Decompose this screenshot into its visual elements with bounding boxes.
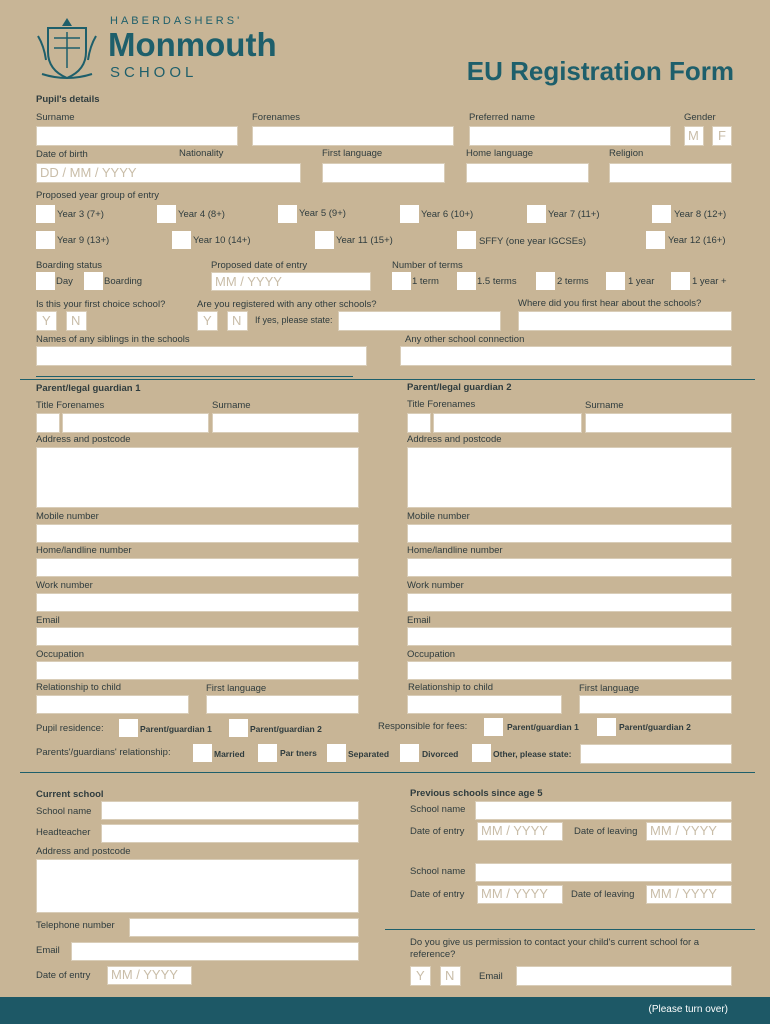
permission-y-text: Y	[416, 968, 425, 983]
section-divider	[20, 379, 755, 380]
year-9-label: Year 9 (13+)	[57, 235, 110, 246]
siblings-label: Names of any siblings in the schools	[36, 334, 190, 345]
cs-date-of-entry-label: Date of entry	[36, 970, 91, 981]
year-7-label: Year 7 (11+)	[548, 209, 600, 220]
year-9-checkbox[interactable]	[36, 231, 55, 249]
residence-pg1-checkbox[interactable]	[119, 719, 138, 737]
footer-bar	[0, 997, 770, 1024]
year-11-label: Year 11 (15+)	[336, 235, 393, 246]
ps2-school-name-field[interactable]	[475, 863, 732, 882]
g1-work-field[interactable]	[36, 593, 359, 612]
responsible-fees-label: Responsible for fees:	[378, 721, 468, 732]
gender-label: Gender	[684, 112, 716, 123]
ps-email-field[interactable]	[516, 966, 732, 986]
home-language-field[interactable]	[466, 163, 589, 183]
year-5-checkbox[interactable]	[278, 205, 297, 223]
religion-label: Religion	[609, 148, 644, 159]
year-8-label: Year 8 (12+)	[674, 209, 727, 220]
preferred-name-field[interactable]	[469, 126, 671, 146]
g1-work-label: Work number	[36, 580, 93, 591]
nationality-label: Nationality	[179, 148, 224, 159]
ps2-date-of-leaving-placeholder: MM / YYYY	[650, 886, 717, 901]
year-11-checkbox[interactable]	[315, 231, 334, 249]
divorced-label: Divorced	[422, 749, 459, 759]
logo-school: SCHOOL	[110, 64, 198, 81]
ps1-date-of-entry-field[interactable]	[477, 822, 563, 841]
day-checkbox[interactable]	[36, 272, 55, 290]
section-divider-2	[20, 772, 755, 773]
fees-pg1-label: Parent/guardian 1	[507, 722, 579, 732]
year-10-label: Year 10 (14+)	[193, 235, 251, 246]
proposed-date-label: Proposed date of entry	[211, 260, 308, 271]
first-language-label: First language	[322, 148, 383, 159]
g2-forenames-field[interactable]	[433, 413, 582, 433]
relationship-status-label: Parents'/guardians' relationship:	[36, 747, 171, 758]
g1-address-field[interactable]	[36, 447, 359, 508]
term-1-year-label: 1 year	[628, 276, 655, 287]
logo-haberdashers: HABERDASHERS'	[110, 15, 243, 27]
ps1-date-of-leaving-field[interactable]	[646, 822, 732, 841]
day-label: Day	[56, 276, 73, 287]
term-1-year-plus-checkbox[interactable]	[671, 272, 690, 290]
year-group-label: Proposed year group of entry	[36, 190, 160, 201]
other-schools-y-text: Y	[203, 313, 212, 328]
ps1-date-of-entry-placeholder: MM / YYYY	[481, 823, 548, 838]
please-turn-over: (Please turn over)	[648, 1004, 728, 1015]
g2-relationship-field[interactable]	[407, 695, 562, 714]
year-12-checkbox[interactable]	[646, 231, 665, 249]
gender-f-text: F	[718, 128, 726, 143]
term-1-year-checkbox[interactable]	[606, 272, 625, 290]
ps2-date-of-entry-label: Date of entry	[410, 889, 465, 900]
married-checkbox[interactable]	[193, 744, 212, 762]
g2-title-field[interactable]	[407, 413, 431, 433]
logo-monmouth: Monmouth	[108, 26, 277, 63]
dob-field[interactable]	[36, 163, 301, 183]
hear-about-field[interactable]	[518, 311, 732, 331]
telephone-label: Telephone number	[36, 920, 115, 931]
g2-work-field[interactable]	[407, 593, 732, 612]
g2-address-field[interactable]	[407, 447, 732, 508]
g1-occupation-label: Occupation	[36, 649, 85, 660]
religion-field[interactable]	[609, 163, 732, 183]
fees-pg2-label: Parent/guardian 2	[619, 722, 691, 732]
other-connection-field[interactable]	[400, 346, 732, 366]
school-crest-icon	[34, 16, 100, 82]
g1-occupation-field[interactable]	[36, 661, 359, 680]
pupil-section-heading: Pupil's details	[36, 94, 100, 105]
other-schools-field[interactable]	[338, 311, 501, 331]
g1-surname-field[interactable]	[212, 413, 359, 433]
sffy-checkbox[interactable]	[457, 231, 476, 249]
g1-address-label: Address and postcode	[36, 434, 131, 445]
term-1-5-checkbox[interactable]	[457, 272, 476, 290]
cs-address-field[interactable]	[36, 859, 359, 913]
cs-school-name-field[interactable]	[101, 801, 359, 820]
ps2-date-of-leaving-label: Date of leaving	[571, 889, 635, 900]
ps2-date-of-entry-placeholder: MM / YYYY	[481, 886, 548, 901]
first-choice-y[interactable]	[36, 311, 57, 331]
g2-occupation-field[interactable]	[407, 661, 732, 680]
other-checkbox[interactable]	[472, 744, 491, 762]
residence-pg1-label: Parent/guardian 1	[140, 724, 212, 734]
year-7-checkbox[interactable]	[527, 205, 546, 223]
g2-first-language-field[interactable]	[579, 695, 732, 714]
g1-email-label: Email	[36, 615, 60, 626]
term-2-label: 2 terms	[557, 276, 589, 287]
number-of-terms-label: Number of terms	[392, 260, 463, 271]
first-choice-n[interactable]	[66, 311, 87, 331]
g1-title-forenames-label: Title Forenames	[36, 400, 105, 411]
g2-title-forenames-label: Title Forenames	[407, 399, 476, 410]
boarding-status-label: Boarding status	[36, 260, 103, 271]
year-3-label: Year 3 (7+)	[57, 209, 104, 220]
year-3-checkbox[interactable]	[36, 205, 55, 223]
year-10-checkbox[interactable]	[172, 231, 191, 249]
g1-email-field[interactable]	[36, 627, 359, 646]
g2-home-field[interactable]	[407, 558, 732, 577]
g2-address-label: Address and postcode	[407, 434, 502, 445]
g2-email-label: Email	[407, 615, 431, 626]
proposed-date-field[interactable]	[211, 272, 371, 291]
year-12-label: Year 12 (16+)	[668, 235, 726, 246]
pupil-residence-label: Pupil residence:	[36, 723, 104, 734]
telephone-field[interactable]	[129, 918, 359, 937]
cs-address-label: Address and postcode	[36, 846, 131, 857]
preferred-name-label: Preferred name	[469, 112, 536, 123]
term-1-label: 1 term	[412, 276, 439, 287]
gender-m-text: M	[688, 128, 699, 143]
siblings-field[interactable]	[36, 346, 367, 366]
separated-checkbox[interactable]	[327, 744, 346, 762]
separated-label: Separated	[348, 749, 390, 759]
g1-mobile-label: Mobile number	[36, 511, 99, 522]
g2-work-label: Work number	[407, 580, 464, 591]
g2-relationship-label: Relationship to child	[408, 682, 494, 693]
divorced-checkbox[interactable]	[400, 744, 419, 762]
permission-y[interactable]	[410, 966, 431, 986]
year-6-label: Year 6 (10+)	[421, 209, 474, 220]
term-2-checkbox[interactable]	[536, 272, 555, 290]
headteacher-label: Headteacher	[36, 827, 91, 838]
other-label: Other, please state:	[493, 749, 572, 759]
other-relationship-field[interactable]	[580, 744, 732, 764]
dob-label: Date of birth	[36, 149, 88, 160]
term-1-checkbox[interactable]	[392, 272, 411, 290]
form-title: EU Registration Form	[466, 56, 734, 86]
cs-date-of-entry-field[interactable]	[107, 966, 192, 985]
year-6-checkbox[interactable]	[400, 205, 419, 223]
term-1-year-plus-label: 1 year +	[692, 276, 727, 287]
gender-m-box[interactable]	[684, 126, 704, 146]
permission-label: Do you give us permission to contact your child's current school for a reference?	[410, 937, 700, 960]
g1-mobile-field[interactable]	[36, 524, 359, 543]
surname-field[interactable]	[36, 126, 238, 146]
proposed-date-placeholder: MM / YYYY	[215, 274, 282, 289]
ps-email-label: Email	[479, 971, 503, 982]
ps1-date-of-leaving-label: Date of leaving	[574, 826, 638, 837]
forenames-label: Forenames	[252, 112, 301, 123]
partners-checkbox[interactable]	[258, 744, 277, 762]
surname-label: Surname	[36, 112, 75, 123]
first-language-field[interactable]	[322, 163, 445, 183]
g1-home-field[interactable]	[36, 558, 359, 577]
fees-pg2-checkbox[interactable]	[597, 718, 616, 736]
residence-pg2-label: Parent/guardian 2	[250, 724, 322, 734]
g2-surname-label: Surname	[585, 400, 624, 411]
g2-email-field[interactable]	[407, 627, 732, 646]
forenames-field[interactable]	[252, 126, 454, 146]
married-label: Married	[214, 749, 245, 759]
first-choice-label: Is this your first choice school?	[36, 299, 166, 310]
ps1-school-name-field[interactable]	[475, 801, 732, 820]
if-yes-label: If yes, please state:	[255, 315, 333, 325]
ps1-date-of-entry-label: Date of entry	[410, 826, 465, 837]
g1-first-language-field[interactable]	[206, 695, 359, 714]
boarding-label: Boarding	[104, 276, 143, 287]
g1-surname-label: Surname	[212, 400, 251, 411]
g2-surname-field[interactable]	[585, 413, 732, 433]
first-choice-n-text: N	[71, 313, 81, 328]
gender-f-box[interactable]	[712, 126, 732, 146]
year-4-label: Year 4 (8+)	[178, 209, 225, 220]
g2-first-language-label: First language	[579, 683, 640, 694]
guardian2-heading: Parent/legal guardian 2	[407, 382, 512, 393]
g1-relationship-label: Relationship to child	[36, 682, 122, 693]
hear-about-label: Where did you first hear about the schools?	[518, 298, 702, 309]
headteacher-field[interactable]	[101, 824, 359, 843]
g2-mobile-label: Mobile number	[407, 511, 470, 522]
other-schools-y[interactable]	[197, 311, 218, 331]
guardian1-heading: Parent/legal guardian 1	[36, 383, 141, 394]
year-5-label: Year 5 (9+)	[299, 208, 346, 219]
g2-mobile-field[interactable]	[407, 524, 732, 543]
term-1-5-label: 1.5 terms	[477, 276, 517, 287]
home-language-label: Home language	[466, 148, 534, 159]
current-school-heading: Current school	[36, 789, 104, 800]
dob-placeholder: DD / MM / YYYY	[40, 165, 137, 180]
g1-relationship-field[interactable]	[36, 695, 189, 714]
g1-home-label: Home/landline number	[36, 545, 132, 556]
other-schools-label: Are you registered with any other schools?	[197, 299, 377, 310]
residence-pg2-checkbox[interactable]	[229, 719, 248, 737]
cs-email-field[interactable]	[71, 942, 359, 961]
partners-label: Par tners	[280, 748, 317, 758]
other-schools-n[interactable]	[227, 311, 248, 331]
cs-school-name-label: School name	[36, 806, 92, 817]
previous-schools-heading: Previous schools since age 5	[410, 788, 543, 799]
ps1-date-of-leaving-placeholder: MM / YYYY	[650, 823, 717, 838]
fees-pg1-checkbox[interactable]	[484, 718, 503, 736]
cs-email-label: Email	[36, 945, 60, 956]
g2-home-label: Home/landline number	[407, 545, 503, 556]
permission-n-text: N	[445, 968, 455, 983]
ps2-school-name-label: School name	[410, 866, 466, 877]
other-connection-label: Any other school connection	[405, 334, 525, 345]
sffy-label: SFFY (one year IGCSEs)	[479, 236, 586, 247]
ps2-date-of-entry-field[interactable]	[477, 885, 563, 904]
ps2-date-of-leaving-field[interactable]	[646, 885, 732, 904]
cs-date-of-entry-placeholder: MM / YYYY	[111, 967, 178, 982]
boarding-checkbox[interactable]	[84, 272, 103, 290]
first-choice-y-text: Y	[42, 313, 51, 328]
g2-occupation-label: Occupation	[407, 649, 456, 660]
other-schools-n-text: N	[232, 313, 242, 328]
year-8-checkbox[interactable]	[652, 205, 671, 223]
g1-title-field[interactable]	[36, 413, 60, 433]
g1-first-language-label: First language	[206, 683, 267, 694]
g1-forenames-field[interactable]	[62, 413, 209, 433]
ps1-school-name-label: School name	[410, 804, 466, 815]
section-divider-3	[385, 929, 755, 930]
year-4-checkbox[interactable]	[157, 205, 176, 223]
permission-n[interactable]	[440, 966, 461, 986]
section-divider-left	[36, 376, 353, 377]
